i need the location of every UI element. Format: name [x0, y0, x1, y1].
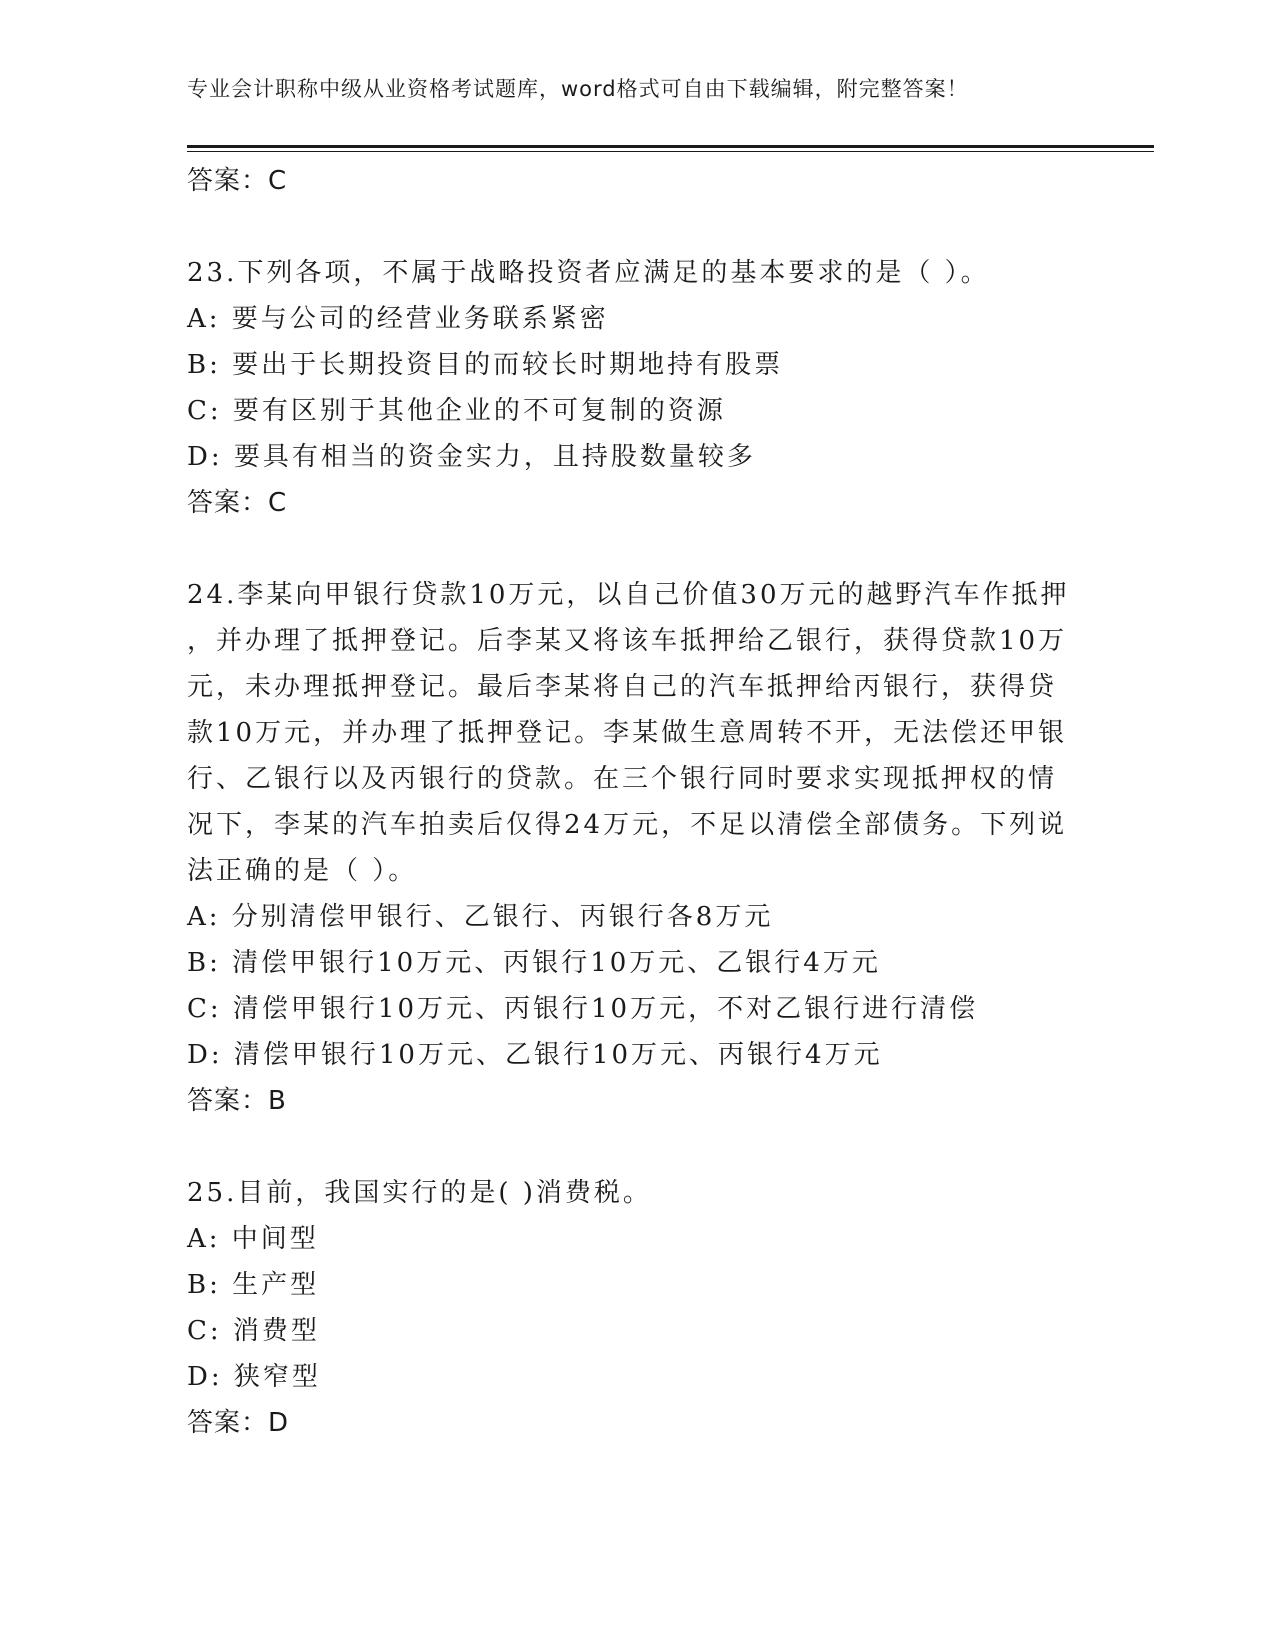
option-c: C: 消费型: [187, 1316, 320, 1346]
header-rule-thin: [187, 151, 1154, 152]
page-header: 专业会计职称中级从业资格考试题库，word格式可自由下载编辑，附完整答案！: [187, 77, 969, 101]
question-stem-line: 况下，李某的汽车拍卖后仅得24万元，不足以清偿全部债务。下列说: [187, 810, 1068, 840]
question-stem-line: 法正确的是（ ）。: [187, 856, 418, 886]
answer-q24: 答案：B: [187, 1086, 287, 1116]
question-stem-line: 24.李某向甲银行贷款10万元，以自己价值30万元的越野汽车作抵押: [187, 580, 1070, 610]
question-stem: 25.目前，我国实行的是( )消费税。: [187, 1178, 652, 1208]
option-b: B: 生产型: [187, 1270, 320, 1300]
answer-q23: 答案：C: [187, 488, 288, 518]
question-stem-line: 款10万元，并办理了抵押登记。李某做生意周转不开，无法偿还甲银: [187, 718, 1068, 748]
answer-q25: 答案：D: [187, 1408, 290, 1438]
question-stem-line: 行、乙银行以及丙银行的贷款。在三个银行同时要求实现抵押权的情: [187, 764, 1058, 794]
spacer: [187, 526, 1077, 572]
spacer: [187, 204, 1077, 250]
option-d: D: 清偿甲银行10万元、乙银行10万元、丙银行4万元: [187, 1040, 883, 1070]
question-stem: 23.下列各项，不属于战略投资者应满足的基本要求的是（ ）。: [187, 258, 990, 288]
question-stem-line: ，并办理了抵押登记。后李某又将该车抵押给乙银行，获得贷款10万: [187, 626, 1068, 656]
option-c: C: 要有区别于其他企业的不可复制的资源: [187, 396, 726, 426]
question-stem-line: 元，未办理抵押登记。最后李某将自己的汽车抵押给丙银行，获得贷: [187, 672, 1058, 702]
option-a: A: 要与公司的经营业务联系紧密: [187, 304, 609, 334]
document-body: [187, 158, 1077, 1446]
option-b: B: 要出于长期投资目的而较长时期地持有股票: [187, 350, 784, 380]
option-b: B: 清偿甲银行10万元、丙银行10万元、乙银行4万元: [187, 948, 881, 978]
option-c: C: 清偿甲银行10万元、丙银行10万元，不对乙银行进行清偿: [187, 994, 979, 1024]
option-d: D: 要具有相当的资金实力，且持股数量较多: [187, 442, 756, 472]
answer-q22: 答案：C: [187, 166, 288, 196]
option-d: D: 狭窄型: [187, 1362, 321, 1392]
spacer: [187, 1124, 1077, 1170]
question-24: [187, 572, 1077, 1124]
question-25: [187, 1170, 1077, 1446]
option-a: A: 中间型: [187, 1224, 319, 1254]
option-a: A: 分别清偿甲银行、乙银行、丙银行各8万元: [187, 902, 774, 932]
question-23: [187, 250, 1077, 526]
header-rule-thick: [187, 145, 1154, 148]
